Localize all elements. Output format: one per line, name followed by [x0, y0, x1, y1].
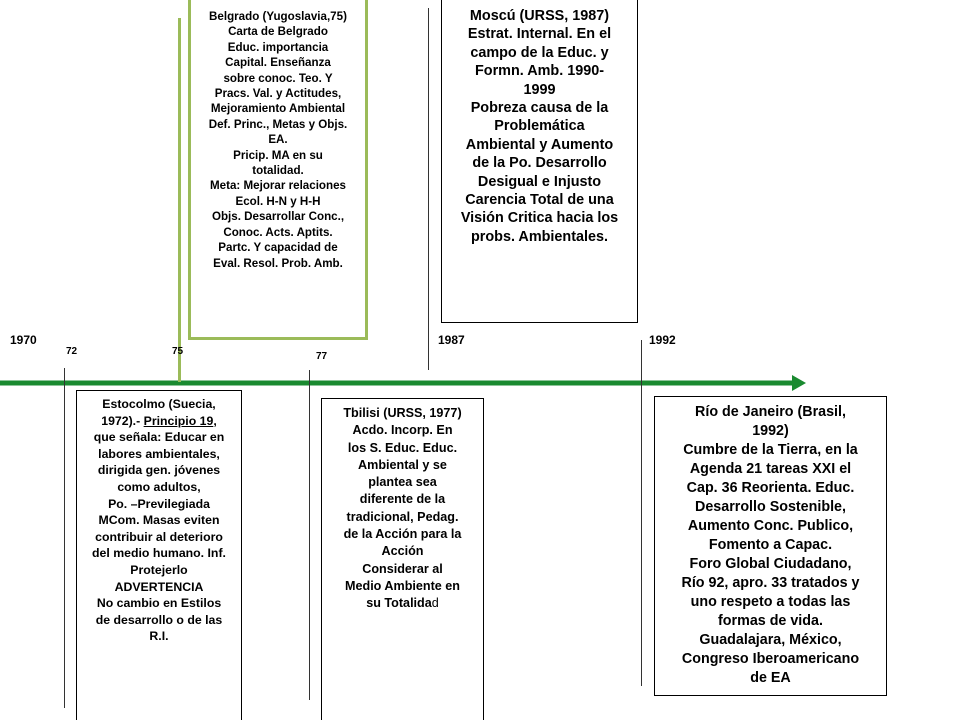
estocolmo-line: R.I.: [149, 629, 169, 644]
timeline-arrow-head: [792, 375, 806, 391]
tbilisi-line-last: [322, 595, 483, 612]
moscu-line: Estrat. Internal. En el: [467, 26, 612, 43]
tbilisi-line: Medio Ambiente en: [345, 578, 460, 593]
moscu-line: Moscú (URSS, 1987): [469, 8, 610, 24]
rio-line: uno respeto a todas las: [690, 594, 851, 610]
event-box-belgrado: [188, 0, 368, 340]
moscu-line: campo de la Educ. y: [470, 44, 609, 61]
belgrado-line: Mejoramiento Ambiental: [210, 102, 346, 116]
rio-line: formas de vida.: [718, 613, 823, 629]
moscu-line: Ambiental y Aumento: [465, 136, 614, 153]
estocolmo-line: contribuir al deterioro: [95, 529, 223, 544]
rio-line: Guadalajara, México,: [699, 632, 842, 648]
tbilisi-line: Tbilisi (URSS, 1977): [343, 406, 462, 420]
year-label-1992: 1992: [649, 333, 676, 347]
rio-line: Agenda 21 tareas XXI el: [689, 461, 852, 477]
moscu-line: probs. Ambientales.: [470, 228, 608, 245]
belgrado-line: Def. Princ., Metas y Objs.: [208, 117, 348, 131]
rio-line: Fomento a Capac.: [708, 537, 833, 553]
year-label-1987: 1987: [438, 333, 465, 347]
belgrado-line: Belgrado (Yugoslavia,75): [209, 10, 347, 23]
tbilisi-line: plantea sea: [368, 475, 437, 490]
rio-line: Foro Global Ciudadano,: [689, 556, 852, 572]
estocolmo-line: Protejerlo: [130, 562, 188, 577]
estocolmo-line: MCom. Masas eviten: [98, 513, 220, 528]
rio-line: Cumbre de la Tierra, en la: [683, 442, 858, 458]
principio-19-link: Principio 19: [143, 413, 214, 428]
belgrado-line: Partc. Y capacidad de: [218, 241, 338, 255]
year-label-72: 72: [66, 346, 78, 357]
rio-line: Río 92, apro. 33 tratados y: [681, 575, 860, 591]
moscu-line: Carencia Total de una: [465, 192, 614, 209]
event-box-rio: [654, 396, 887, 696]
estocolmo-line: No cambio en Estilos: [96, 596, 222, 611]
belgrado-line: Eval. Resol. Prob. Amb.: [213, 256, 343, 270]
estocolmo-line: del medio humano. Inf.: [92, 546, 226, 561]
belgrado-line: sobre conoc. Teo. Y: [223, 71, 333, 85]
year-label-77: 77: [316, 351, 328, 362]
event-box-moscu: [441, 0, 638, 323]
rio-line: Desarrollo Sostenible,: [695, 499, 846, 515]
rio-line: Río de Janeiro (Brasil,: [695, 404, 846, 420]
belgrado-line: Meta: Mejorar relaciones: [210, 179, 346, 193]
tbilisi-line: Acdo. Incorp. En: [352, 423, 453, 438]
tbilisi-line: tradicional, Pedag.: [346, 509, 459, 524]
year-label-1970: 1970: [10, 333, 37, 347]
estocolmo-comma: ,: [213, 413, 217, 428]
moscu-line: de la Po. Desarrollo: [472, 155, 607, 172]
rio-line: Congreso Iberoamericano: [681, 651, 860, 667]
marker-line-1992: [641, 340, 642, 686]
tbilisi-last-thin: d: [431, 596, 439, 611]
event-box-estocolmo: [76, 390, 242, 720]
belgrado-line: Pricip. MA en su: [233, 148, 323, 162]
belgrado-line: EA.: [268, 133, 288, 147]
tbilisi-line: Acción: [381, 544, 424, 559]
belgrado-line: Pracs. Val. y Actitudes,: [214, 87, 342, 101]
tbilisi-line: diferente de la: [359, 492, 446, 507]
tbilisi-line: Considerar al: [362, 561, 443, 576]
estocolmo-line: de desarrollo o de las: [95, 612, 223, 627]
rio-line: 1992): [752, 423, 789, 439]
estocolmo-line-principle: [77, 413, 241, 430]
marker-line-77: [309, 370, 310, 700]
estocolmo-line: que señala: Educar en: [93, 430, 225, 445]
belgrado-line: Educ. importancia: [227, 40, 329, 54]
estocolmo-line: como adultos,: [117, 479, 201, 494]
estocolmo-line: Estocolmo (Suecia,: [102, 397, 216, 411]
belgrado-line: Objs. Desarrollar Conc.,: [211, 210, 345, 224]
estocolmo-line: Po. –Previlegiada: [108, 496, 210, 511]
year-label-75: 75: [172, 346, 184, 357]
marker-line-72: [64, 368, 65, 708]
estocolmo-line: labores ambientales,: [98, 446, 220, 461]
tbilisi-last-bold: su Totalida: [366, 596, 432, 611]
belgrado-line: Carta de Belgrado: [228, 25, 328, 39]
estocolmo-date: 1972).-: [101, 413, 144, 428]
belgrado-line: Ecol. H-N y H-H: [235, 194, 321, 208]
tbilisi-line: de la Acción para la: [343, 527, 462, 542]
belgrado-line: Conoc. Acts. Aptits.: [223, 225, 333, 239]
belgrado-line: Capital. Enseñanza: [225, 56, 331, 70]
moscu-line: Desigual e Injusto: [477, 173, 602, 190]
moscu-line: Visión Critica hacia los: [460, 210, 619, 227]
tbilisi-line: los S. Educ. Educ.: [347, 440, 458, 455]
rio-line: de EA: [750, 670, 791, 686]
rio-line: Cap. 36 Reorienta. Educ.: [686, 480, 855, 496]
marker-line-75: [178, 18, 181, 382]
event-box-tbilisi: [321, 398, 484, 720]
moscu-line: Formn. Amb. 1990-: [474, 63, 604, 80]
estocolmo-line: dirigida gen. jóvenes: [97, 463, 221, 478]
belgrado-line: totalidad.: [252, 164, 304, 178]
moscu-line: 1999: [523, 81, 556, 98]
marker-line-1987: [428, 8, 429, 370]
tbilisi-line: Ambiental y se: [358, 457, 447, 472]
estocolmo-line: ADVERTENCIA: [114, 579, 204, 594]
moscu-line: Pobreza causa de la: [470, 100, 609, 117]
moscu-line: Problemática: [494, 118, 585, 135]
rio-line: Aumento Conc. Publico,: [687, 518, 854, 534]
